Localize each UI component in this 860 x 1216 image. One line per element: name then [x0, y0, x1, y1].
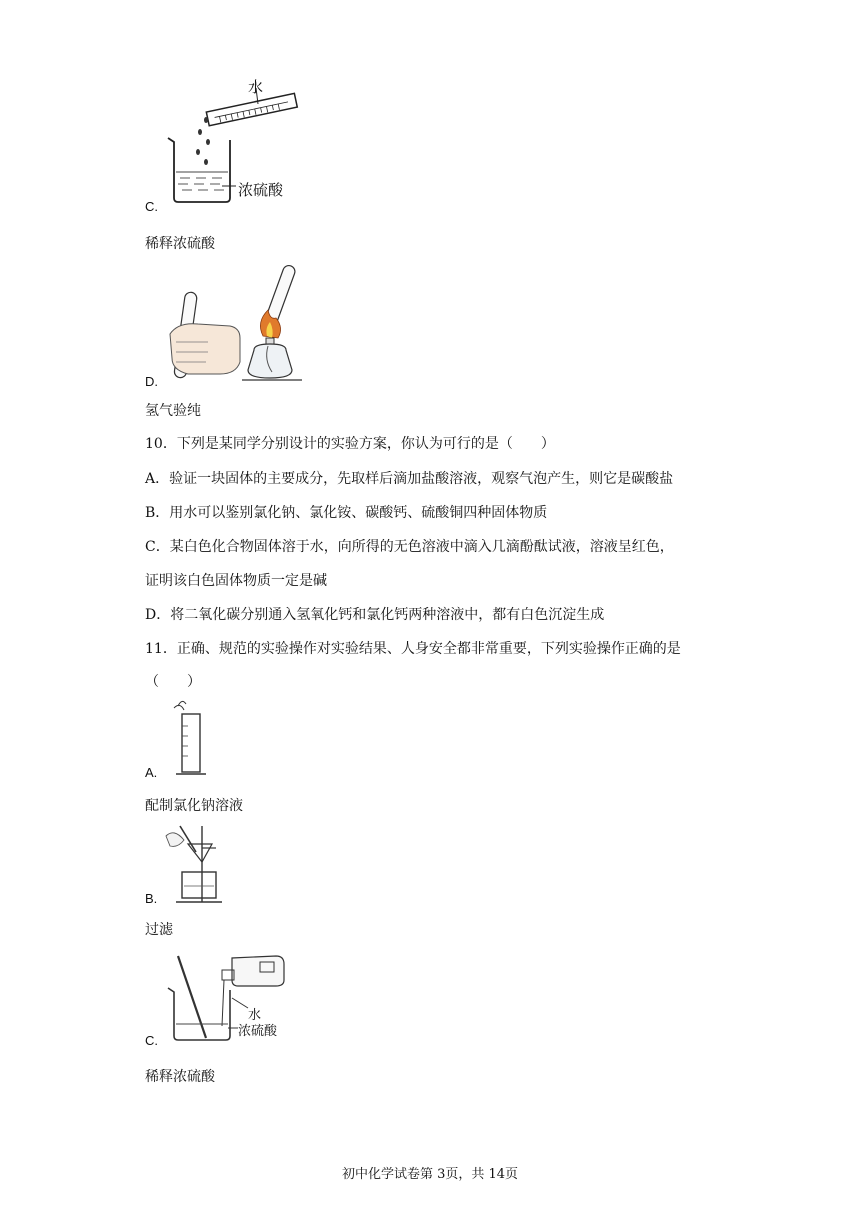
- label-water: 水: [248, 78, 264, 96]
- question-11-stem-line1: 11．正确、规范的实验操作对实验结果、人身安全都非常重要，下列实验操作正确的是: [145, 641, 681, 657]
- caption-filtration: 过滤: [145, 922, 173, 938]
- question-10-option-c-line2: 证明该白色固体物质一定是碱: [145, 573, 327, 589]
- label-conc-sulfuric-acid-11c: 浓硫酸: [238, 1024, 278, 1039]
- question-10-stem: 10．下列是某同学分别设计的实验方案，你认为可行的是（ ）: [145, 436, 555, 452]
- question-10-option-d: D．将二氧化碳分别通入氢氧化钙和氯化钙两种溶液中，都有白色沉淀生成: [145, 607, 605, 623]
- question-10-option-a: A．验证一块固体的主要成分，先取样后滴加盐酸溶液，观察气泡产生，则它是碳酸盐: [145, 471, 674, 487]
- caption-dilute-acid: 稀释浓硫酸: [145, 236, 215, 252]
- page-footer: 初中化学试卷第 3页，共 14页: [341, 1167, 519, 1182]
- figure-c-dilution-wrong: [160, 70, 310, 208]
- option-letter-11a: A.: [145, 765, 158, 780]
- question-10-option-b: B．用水可以鉴别氯化钠、氯化铵、碳酸钙、硫酸铜四种固体物质: [145, 505, 548, 521]
- figure-11a-nacl-solution: [168, 698, 218, 778]
- option-letter-11c: C.: [145, 1033, 158, 1048]
- option-letter-d: D.: [145, 374, 158, 389]
- question-10-option-c-line1: C．某白色化合物固体溶于水，向所得的无色溶液中滴入几滴酚酞试液，溶液呈红色，: [145, 539, 674, 555]
- option-letter-c: C.: [145, 199, 158, 214]
- label-conc-sulfuric-acid: 浓硫酸: [238, 181, 284, 199]
- question-11-stem-line2: （ ）: [145, 674, 201, 690]
- caption-hydrogen-purity: 氢气验纯: [145, 403, 201, 419]
- option-letter-11b: B.: [145, 891, 158, 906]
- figure-d-hydrogen-test: [168, 262, 313, 384]
- caption-dilute-acid-11c: 稀释浓硫酸: [145, 1069, 215, 1085]
- figure-11b-filtration: [162, 822, 224, 904]
- label-water-11c: 水: [248, 1008, 262, 1023]
- caption-nacl-solution: 配制氯化钠溶液: [145, 798, 243, 814]
